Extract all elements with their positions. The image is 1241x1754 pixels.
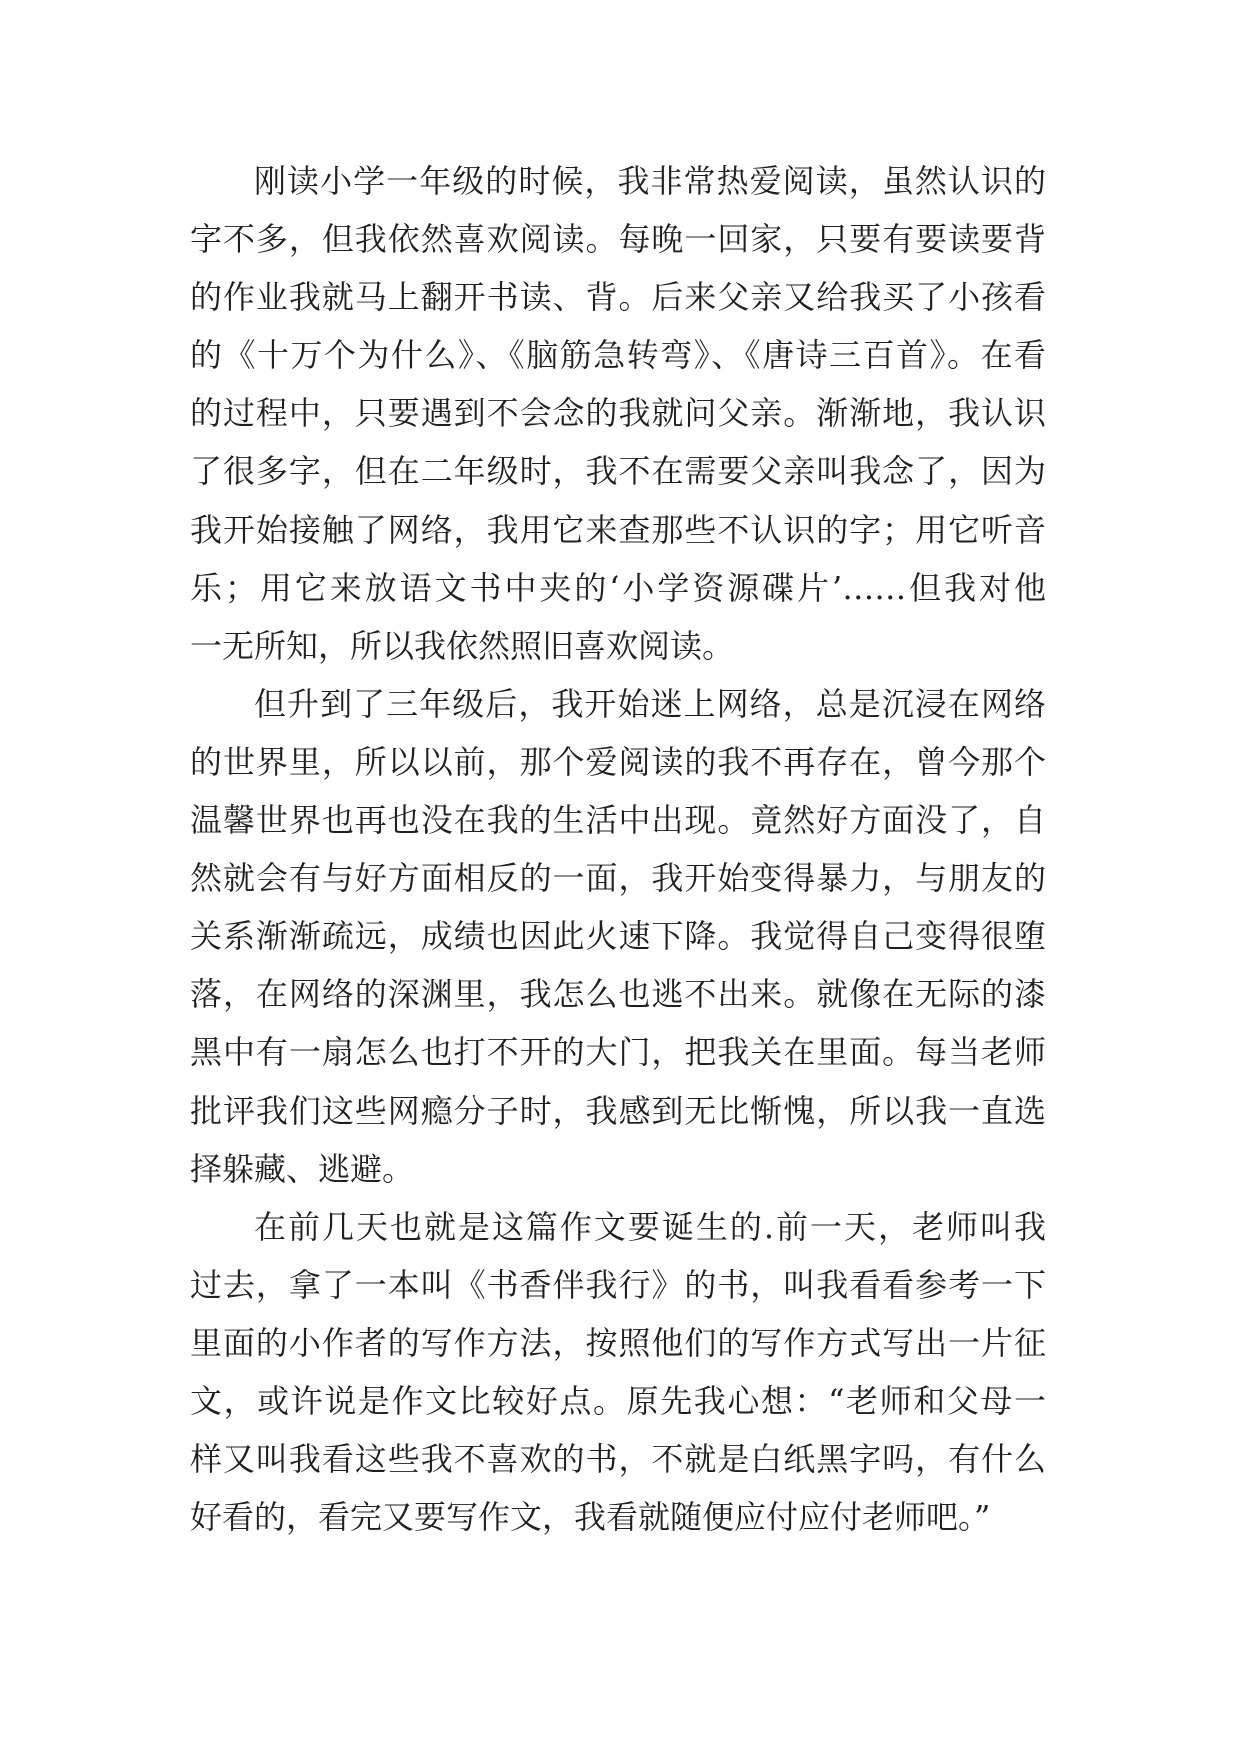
text-line: 温馨世界也再也没在我的生活中出现。竟然好方面没了，自 (190, 801, 1046, 840)
text-line: 我开始接触了网络，我用它来查那些不认识的字；用它听音 (190, 510, 1046, 549)
text-line: 过去，拿了一本叫《书香伴我行》的书，叫我看看参考一下 (190, 1265, 1046, 1304)
text-line: 一无所知，所以我依然照旧喜欢阅读。 (190, 626, 735, 665)
text-line: 关系渐渐疏远，成绩也因此火速下降。我觉得自己变得很堕 (190, 917, 1046, 956)
text-line: 乐；用它来放语文书中夹的‘小学资源碟片’……但我对他 (190, 568, 1046, 607)
document-body (190, 152, 1046, 1546)
text-line: 样又叫我看这些我不喜欢的书，不就是白纸黑字吗，有什么 (190, 1440, 1046, 1479)
text-line: 的世界里，所以以前，那个爱阅读的我不再存在，曾今那个 (190, 742, 1046, 781)
text-line: 但升到了三年级后，我开始迷上网络，总是沉浸在网络 (254, 684, 1046, 723)
paragraph (190, 152, 1046, 675)
text-line: 的《十万个为什么》、《脑筋急转弯》、《唐诗三百首》。在看 (190, 336, 1046, 375)
text-line: 落，在网络的深渊里，我怎么也逃不出来。就像在无际的漆 (190, 975, 1046, 1014)
text-line: 好看的，看完又要写作文，我看就随便应付应付老师吧。” (190, 1498, 991, 1537)
paragraph (190, 1198, 1046, 1547)
paragraph (190, 675, 1046, 1198)
text-line: 然就会有与好方面相反的一面，我开始变得暴力，与朋友的 (190, 859, 1046, 898)
text-line: 择躲藏、逃避。 (190, 1149, 415, 1188)
text-line: 的过程中，只要遇到不会念的我就问父亲。渐渐地，我认识 (190, 394, 1046, 433)
text-line: 黑中有一扇怎么也打不开的大门，把我关在里面。每当老师 (190, 1033, 1046, 1072)
text-line: 的作业我就马上翻开书读、背。后来父亲又给我买了小孩看 (190, 278, 1046, 317)
text-line: 字不多，但我依然喜欢阅读。每晚一回家，只要有要读要背 (190, 220, 1046, 259)
text-line: 了很多字，但在二年级时，我不在需要父亲叫我念了，因为 (190, 452, 1046, 491)
text-line: 在前几天也就是这篇作文要诞生的.前一天，老师叫我 (254, 1207, 1046, 1246)
text-line: 批评我们这些网瘾分子时，我感到无比惭愧，所以我一直选 (190, 1091, 1046, 1130)
text-line: 文，或许说是作文比较好点。原先我心想：“老师和父母一 (190, 1381, 1046, 1420)
text-line: 里面的小作者的写作方法，按照他们的写作方式写出一片征 (190, 1323, 1046, 1362)
text-line: 刚读小学一年级的时候，我非常热爱阅读，虽然认识的 (254, 162, 1046, 200)
